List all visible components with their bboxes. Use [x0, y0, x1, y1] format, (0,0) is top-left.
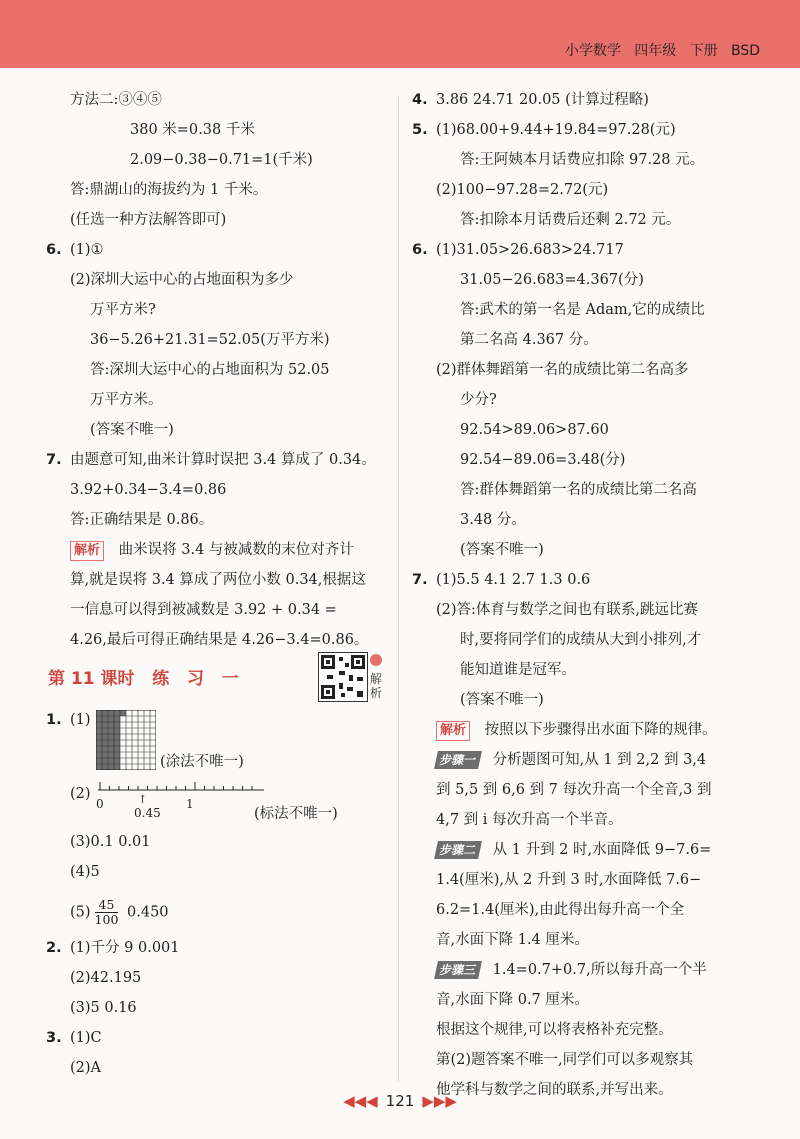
question-number: 4. — [412, 92, 428, 108]
analysis-line — [436, 750, 706, 770]
analysis-line — [70, 540, 354, 561]
answer-line: 380 米=0.38 千米 — [130, 122, 255, 138]
column-divider — [398, 96, 399, 1081]
arrow-up-icon: ↑ — [138, 793, 148, 806]
page-footer — [0, 1092, 800, 1110]
answer-note: (涂法不唯一) — [160, 754, 244, 770]
answer-line: 答:扣除本月话费后还剩 2.72 元。 — [460, 212, 681, 228]
analysis-line: 算,就是误将 3.4 算成了两位小数 0.34,根据这 — [70, 572, 366, 588]
page-number: 121 — [385, 1092, 415, 1110]
answer-line: 由题意可知,曲米计算时误把 3.4 算成了 0.34。 — [70, 452, 376, 468]
answer-line: (1)千分 9 0.001 — [70, 940, 180, 956]
answer-line: (2) — [70, 786, 91, 802]
analysis-line: 4.26,最后可得正确结果是 4.26−3.4=0.86。 — [70, 632, 369, 648]
qr-pattern-icon — [319, 653, 367, 701]
qr-code[interactable] — [318, 652, 368, 702]
numerator: 45 — [95, 898, 119, 913]
answer-value: 0.450 — [127, 904, 169, 921]
answer-line — [70, 898, 169, 927]
answer-line: 答:武术的第一名是 Adam,它的成绩比 — [460, 302, 705, 318]
answer-line: 92.54>89.06>87.60 — [460, 422, 609, 438]
question-number: 3. — [46, 1030, 62, 1046]
analysis-text: 分析题图可知,从 1 到 2,2 到 3,4 — [492, 752, 707, 768]
number-line-label: 0.45 — [134, 806, 161, 820]
number-line-label: 0 — [96, 797, 104, 811]
number-line-label: 1 — [186, 797, 194, 811]
play-icon — [370, 654, 382, 666]
answer-line: (2)100−97.28=2.72(元) — [436, 182, 609, 198]
analysis-line — [436, 960, 707, 980]
shaded-grid — [96, 710, 156, 770]
answer-note: (标法不唯一) — [254, 806, 338, 822]
analysis-text: 曲米误将 3.4 与被减数的末位对齐计 — [118, 542, 354, 558]
analysis-line: 一信息可以得到被减数是 3.92 + 0.34 = — [70, 602, 337, 618]
answer-line: (2)深圳大运中心的占地面积为多少 — [70, 272, 294, 288]
analysis-tag: 解析 — [436, 721, 470, 741]
analysis-line: 音,水面下降 0.7 厘米。 — [436, 992, 589, 1008]
qr-label: 解析 — [370, 672, 383, 700]
answer-line: (4)5 — [70, 864, 100, 880]
answer-line: 方法二:③④⑤ — [70, 92, 162, 108]
question-number: 2. — [46, 940, 62, 956]
answer-line: (2)42.195 — [70, 970, 142, 986]
answer-line: (1)C — [70, 1030, 102, 1046]
lesson-title: 第 11 课时 练 习 一 — [48, 669, 239, 689]
analysis-line: 他学科与数学之间的联系,并写出来。 — [436, 1082, 673, 1098]
question-number: 7. — [46, 452, 62, 468]
answer-line: 答:群体舞蹈第一名的成绩比第二名高 — [460, 482, 697, 498]
breadcrumb: 小学数学 四年级 下册 BSD — [564, 43, 760, 59]
answer-line: (1)5.5 4.1 2.7 1.3 0.6 — [436, 572, 591, 588]
answer-line: (2)答:体育与数学之间也有联系,跳远比赛 — [436, 602, 699, 618]
answer-line: (3)5 0.16 — [70, 1000, 137, 1016]
question-number: 5. — [412, 122, 428, 138]
answer-line: (答案不唯一) — [90, 422, 174, 438]
analysis-line: 第(2)题答案不唯一,同学们可以多观察其 — [436, 1052, 694, 1068]
question-number: 6. — [46, 242, 62, 258]
answer-line: 3.92+0.34−3.4=0.86 — [70, 482, 227, 498]
answer-line: (1)68.00+9.44+19.84=97.28(元) — [436, 122, 676, 138]
answer-line: (答案不唯一) — [460, 542, 544, 558]
answer-line: 万平方米? — [90, 302, 156, 318]
answer-line: (1)31.05>26.683>24.717 — [436, 242, 624, 258]
answer-line: 答:王阿姨本月话费应扣除 97.28 元。 — [460, 152, 705, 168]
answer-line: (2)群体舞蹈第一名的成绩比第二名高多 — [436, 362, 689, 378]
question-number: 6. — [412, 242, 428, 258]
answer-line: 万平方米。 — [90, 392, 163, 408]
part-label: (5) — [70, 904, 91, 921]
answer-line: (1) — [70, 712, 91, 728]
next-arrows-icon: ▶▶▶ — [422, 1092, 457, 1110]
analysis-line: 根据这个规律,可以将表格补充完整。 — [436, 1022, 673, 1038]
number-line — [96, 776, 266, 796]
answer-line: 31.05−26.683=4.367(分) — [460, 272, 644, 288]
answer-line: 答:深圳大运中心的占地面积为 52.05 — [90, 362, 330, 378]
analysis-line: 4,7 到 i 每次升高一个半音。 — [436, 812, 623, 828]
answer-line: 时,要将同学们的成绩从大到小排列,才 — [460, 632, 702, 648]
fraction — [95, 898, 119, 927]
analysis-line: 1.4(厘米),从 2 升到 3 时,水面降低 7.6− — [436, 872, 702, 888]
analysis-line — [436, 840, 711, 860]
denominator: 100 — [94, 912, 119, 927]
analysis-line: 到 5,5 到 6,6 到 7 每次升高一个全音,3 到 — [436, 782, 712, 798]
answer-line: 36−5.26+21.31=52.05(万平方米) — [90, 332, 330, 348]
analysis-line: 6.2=1.4(厘米),由此得出每升高一个全 — [436, 902, 685, 918]
step-two-tag: 步骤二 — [434, 841, 482, 859]
answer-line: 3.86 24.71 20.05 (计算过程略) — [436, 92, 649, 108]
analysis-text: 按照以下步骤得出水面下降的规律。 — [484, 722, 717, 738]
analysis-line: 音,水面下降 1.4 厘米。 — [436, 932, 589, 948]
analysis-tag: 解析 — [70, 541, 104, 561]
answer-line: 答:正确结果是 0.86。 — [70, 512, 214, 528]
answer-line: (任选一种方法解答即可) — [70, 212, 227, 228]
question-number: 1. — [46, 712, 62, 728]
answer-line: (2)A — [70, 1060, 102, 1076]
step-one-tag: 步骤一 — [434, 751, 482, 769]
header-band — [0, 0, 800, 68]
answer-line: (3)0.1 0.01 — [70, 834, 151, 850]
analysis-line — [436, 720, 717, 741]
analysis-text: 从 1 升到 2 时,水面降低 9−7.6= — [492, 842, 712, 858]
question-number: 7. — [412, 572, 428, 588]
answer-line: 少分? — [460, 392, 497, 408]
analysis-text: 1.4=0.7+0.7,所以每升高一个半 — [492, 962, 707, 978]
step-three-tag: 步骤三 — [434, 961, 482, 979]
answer-line: 2.09−0.38−0.71=1(千米) — [130, 152, 313, 168]
prev-arrows-icon: ◀◀◀ — [343, 1092, 378, 1110]
answer-line: 能知道谁是冠军。 — [460, 662, 576, 678]
answer-line: 92.54−89.06=3.48(分) — [460, 452, 626, 468]
answer-line: (答案不唯一) — [460, 692, 544, 708]
answer-line: (1)① — [70, 242, 104, 258]
answer-line: 3.48 分。 — [460, 512, 526, 528]
answer-line: 第二名高 4.367 分。 — [460, 332, 598, 348]
answer-line: 答:鼎湖山的海拔约为 1 千米。 — [70, 182, 268, 198]
